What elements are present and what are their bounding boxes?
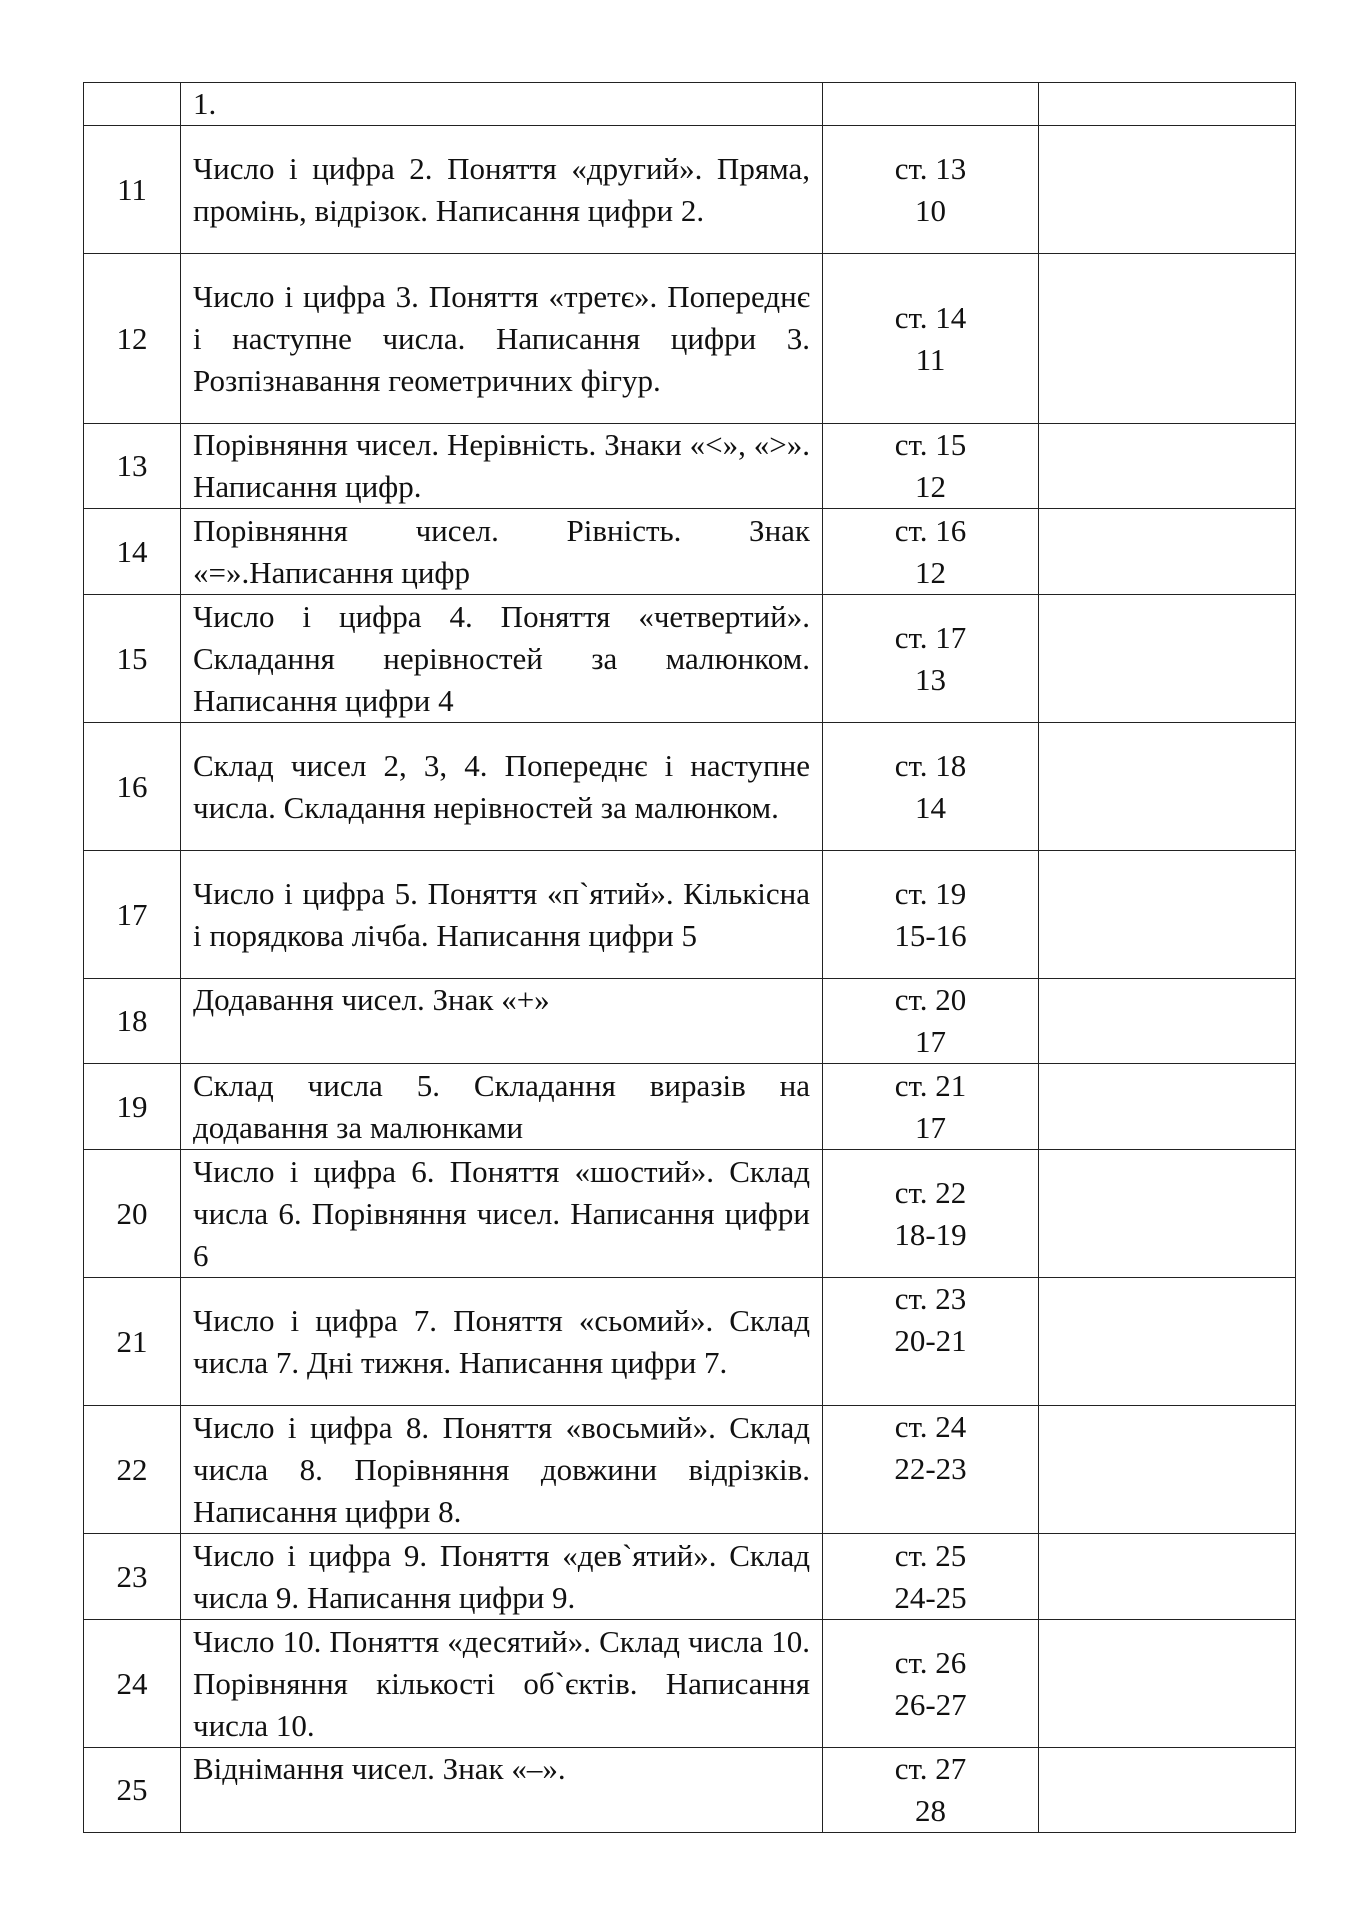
lesson-pages [823,1278,1039,1406]
exercise-ref: 24-25 [894,1579,967,1615]
lesson-pages [823,1150,1039,1278]
table-row [84,1150,1296,1278]
lesson-pages [823,1620,1039,1748]
lesson-number: 16 [84,723,181,851]
lesson-topic: Число і цифра 6. Поняття «шостий». Склад числа 6. Порівняння чисел. Написання цифри 6 [181,1150,823,1278]
textbook-page: ст. 27 [894,1751,967,1786]
notes-cell [1039,851,1296,979]
textbook-page: ст. 14 [894,299,967,335]
table-row [84,1406,1296,1534]
notes-cell [1039,83,1296,126]
lesson-topic: Склад числа 5. Складання виразів на додавання за малюнками [181,1064,823,1150]
table-row [84,1064,1296,1150]
lesson-pages [823,979,1039,1064]
textbook-page: ст. 26 [894,1644,967,1680]
lesson-pages [823,1406,1039,1534]
lesson-number: 18 [84,979,181,1064]
lesson-pages [823,254,1039,424]
textbook-page: ст. 24 [894,1409,967,1444]
lesson-pages [823,1064,1039,1150]
table-row [84,1620,1296,1748]
exercise-ref: 13 [915,661,946,697]
exercise-ref: 18-19 [894,1216,967,1252]
lesson-topic: Число і цифра 8. Поняття «восьмий». Склад числа 8. Порівняння довжини відрізків. Написання цифри 8. [181,1406,823,1534]
notes-cell [1039,1406,1296,1534]
lesson-topic: Число і цифра 2. Поняття «другий». Пряма, промінь, відрізок. Написання цифри 2. [181,126,823,254]
exercise-ref: 15-16 [894,917,967,953]
textbook-page: ст. 25 [894,1537,967,1573]
lesson-topic: Число і цифра 4. Поняття «четвертий». Складання нерівностей за малюнком. Написання цифри 4 [181,595,823,723]
lesson-number: 19 [84,1064,181,1150]
lesson-topic: Додавання чисел. Знак «+» [181,979,823,1064]
lesson-number: 21 [84,1278,181,1406]
notes-cell [1039,595,1296,723]
table-row [84,851,1296,979]
table-row [84,1278,1296,1406]
lesson-number: 22 [84,1406,181,1534]
lesson-topic: Число і цифра 7. Поняття «сьомий». Склад числа 7. Дні тижня. Написання цифри 7. [181,1278,823,1406]
table-row [84,254,1296,424]
notes-cell [1039,509,1296,595]
table-row [84,1534,1296,1620]
exercise-ref: 17 [915,1024,946,1059]
lesson-topic: Порівняння чисел. Рівність. Знак «=».Написання цифр [181,509,823,595]
lesson-pages [823,126,1039,254]
lesson-topic: Віднімання чисел. Знак «–». [181,1748,823,1833]
exercise-ref: 28 [915,1793,946,1828]
table-row [84,723,1296,851]
exercise-ref: 12 [915,469,946,504]
lesson-number: 23 [84,1534,181,1620]
lesson-number: 17 [84,851,181,979]
lesson-pages [823,1534,1039,1620]
table-row [84,1748,1296,1833]
lesson-plan-table [83,82,1296,1833]
lesson-topic: Число і цифра 9. Поняття «дев`ятий». Склад числа 9. Написання цифри 9. [181,1534,823,1620]
textbook-page: ст. 18 [894,747,967,783]
table-row [84,424,1296,509]
lesson-number [84,83,181,126]
notes-cell [1039,126,1296,254]
lesson-number: 14 [84,509,181,595]
textbook-page: ст. 16 [894,512,967,548]
lesson-topic: Склад чисел 2, 3, 4. Попереднє і наступне числа. Складання нерівностей за малюнком. [181,723,823,851]
lesson-topic: 1. [181,83,823,126]
notes-cell [1039,979,1296,1064]
table-row [84,595,1296,723]
lesson-topic: Число і цифра 5. Поняття «п`ятий». Кількісна і порядкова лічба. Написання цифри 5 [181,851,823,979]
lesson-pages [823,509,1039,595]
lesson-pages [823,723,1039,851]
notes-cell [1039,1064,1296,1150]
lesson-number: 12 [84,254,181,424]
notes-cell [1039,1748,1296,1833]
exercise-ref: 26-27 [894,1686,967,1722]
notes-cell [1039,1534,1296,1620]
table-row [84,126,1296,254]
exercise-ref: 11 [915,341,946,377]
textbook-page: ст. 22 [894,1174,967,1210]
lesson-topic: Порівняння чисел. Нерівність. Знаки «<», «>». Написання цифр. [181,424,823,509]
lesson-pages [823,851,1039,979]
notes-cell [1039,1150,1296,1278]
exercise-ref: 10 [915,192,946,228]
exercise-ref: 14 [915,789,946,825]
notes-cell [1039,723,1296,851]
textbook-page: ст. 15 [894,427,967,462]
textbook-page: ст. 23 [894,1281,967,1316]
textbook-page: ст. 17 [894,619,967,655]
lesson-number: 20 [84,1150,181,1278]
lesson-number: 11 [84,126,181,254]
lesson-number: 15 [84,595,181,723]
lesson-number: 25 [84,1748,181,1833]
textbook-page: ст. 19 [894,875,967,911]
textbook-page: ст. 13 [894,150,967,186]
notes-cell [1039,1278,1296,1406]
lesson-pages [823,424,1039,509]
lesson-topic: Число 10. Поняття «десятий». Склад числа 10. Порівняння кількості об`єктів. Написання числа 10. [181,1620,823,1748]
exercise-ref: 20-21 [894,1323,967,1358]
exercise-ref: 12 [915,554,946,590]
exercise-ref: 22-23 [894,1451,967,1486]
table-row [84,83,1296,126]
textbook-page: ст. 21 [894,1067,967,1103]
lesson-pages [823,1748,1039,1833]
exercise-ref: 17 [915,1109,946,1145]
notes-cell [1039,424,1296,509]
table-row [84,509,1296,595]
notes-cell [1039,254,1296,424]
lesson-number: 13 [84,424,181,509]
lesson-number: 24 [84,1620,181,1748]
lesson-pages [823,595,1039,723]
textbook-page: ст. 20 [894,982,967,1017]
lesson-topic: Число і цифра 3. Поняття «третє». Попереднє і наступне числа. Написання цифри 3. Розпізнавання геометричних фігур. [181,254,823,424]
notes-cell [1039,1620,1296,1748]
table-row [84,979,1296,1064]
lesson-pages [823,83,1039,126]
